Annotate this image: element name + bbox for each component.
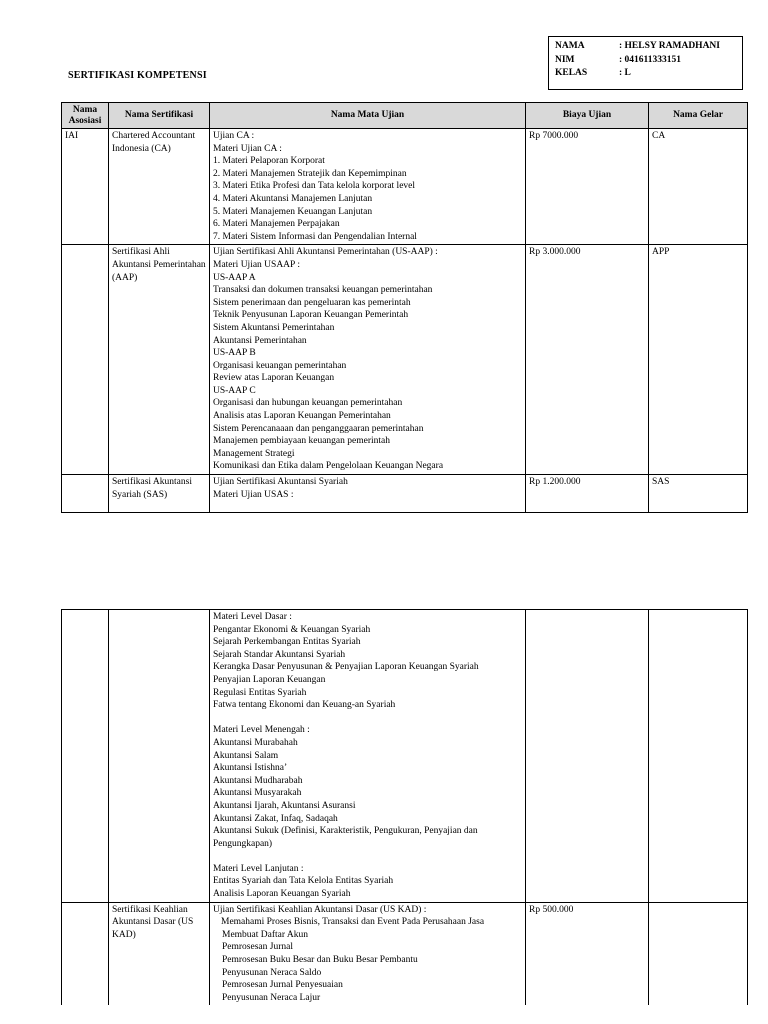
identity-row-kelas: [555, 67, 736, 81]
header-sertifikasi: Nama Sertifikasi: [109, 103, 210, 129]
exam-line: 4. Materi Akuntansi Manajemen Lanjutan: [213, 193, 373, 204]
exam-line: Organisasi dan hubungan keuangan pemerintahan: [213, 398, 403, 409]
exam-line: 1. Materi Pelaporan Korporat: [213, 156, 325, 167]
exam-line: Akuntansi Istishna’: [213, 763, 288, 774]
exam-line: Akuntansi Murabahah: [213, 737, 298, 748]
table-row-aap: [62, 245, 748, 475]
identity-row-nim: [555, 54, 736, 68]
blank-line: [213, 850, 522, 863]
exam-line: Pemrosesan Jurnal: [222, 942, 293, 953]
cell-gelar: [649, 610, 748, 903]
exam-line: Analisis Laporan Keuangan Syariah: [213, 889, 351, 900]
exam-line: Akuntansi Mudharabah: [213, 775, 303, 786]
cell-biaya: Rp 3.000.000: [526, 245, 649, 475]
identity-row-nama: [555, 40, 736, 54]
cell-asosiasi: [62, 902, 109, 1005]
exam-line: Entitas Syariah dan Tata Kelola Entitas Syariah: [213, 876, 394, 887]
cell-gelar: CA: [649, 129, 748, 245]
exam-line: Materi Level Dasar :: [213, 612, 292, 622]
cell-mata-ujian: [210, 902, 526, 1005]
exam-line: Materi Level Lanjutan :: [213, 863, 304, 874]
exam-line: Materi Ujian USAS :: [213, 489, 294, 500]
exam-line: Sistem Perencanaaan dan penganggaaran pemerintahan: [213, 423, 424, 434]
exam-line: Penyajian Laporan Keuangan: [213, 674, 326, 685]
exam-line: Regulasi Entitas Syariah: [213, 687, 307, 698]
exam-line: US-AAP B: [213, 348, 256, 359]
exam-line: Sistem penerimaan dan pengeluaran kas pemerintah: [213, 297, 411, 308]
exam-line: Penyusunan Neraca Lajur: [222, 992, 321, 1003]
nama-label: NAMA: [555, 41, 585, 51]
exam-line: 6. Materi Manajemen Perpajakan: [213, 219, 340, 230]
exam-line: Sejarah Standar Akuntansi Syariah: [213, 649, 346, 660]
exam-line: 7. Materi Sistem Informasi dan Pengendalian Internal: [213, 231, 417, 242]
exam-line: Akuntansi Ijarah, Akuntansi Asuransi: [213, 800, 356, 811]
header-gelar: Nama Gelar: [649, 103, 748, 129]
cell-gelar: [649, 902, 748, 1005]
cell-biaya: [526, 610, 649, 903]
identity-box: [548, 36, 743, 90]
exam-line: Materi Level Menengah :: [213, 725, 310, 736]
table-row-uskad: [62, 902, 748, 1005]
exam-line: 3. Materi Etika Profesi dan Tata kelola korporat level: [213, 181, 416, 192]
cell-biaya: Rp 1.200.000: [526, 475, 649, 513]
table-row-sas: [62, 475, 748, 513]
cell-mata-ujian: [210, 129, 526, 245]
exam-line: Manajemen pembiayaan keuangan pemerintah: [213, 436, 390, 447]
exam-line: Transaksi dan dokumen transaksi keuangan pemerintahan: [213, 285, 433, 296]
exam-line: Pemrosesan Buku Besar dan Buku Besar Pembantu: [222, 955, 418, 966]
exam-line: US-AAP A: [213, 272, 256, 283]
nama-value: : HELSY RAMADHANI: [619, 41, 720, 51]
exam-line: Akuntansi Sukuk (Definisi, Karakteristik, Pengukuran, Penyajian dan Pengungkapan): [213, 826, 478, 849]
blank-line: [213, 712, 522, 725]
exam-line: Fatwa tentang Ekonomi dan Keuang-an Syariah: [213, 700, 396, 711]
table-row-sas-continued: [62, 610, 748, 903]
page-title: SERTIFIKASI KOMPETENSI: [68, 70, 207, 81]
exam-line: Sejarah Perkembangan Entitas Syariah: [213, 637, 361, 648]
exam-line: 5. Materi Manajemen Keuangan Lanjutan: [213, 206, 373, 217]
cell-asosiasi: [62, 610, 109, 903]
cell-sertifikasi: Chartered Accountant Indonesia (CA): [109, 129, 210, 245]
cell-asosiasi: IAI: [62, 129, 109, 245]
exam-line: Akuntansi Pemerintahan: [213, 335, 307, 346]
cell-sertifikasi: [109, 610, 210, 903]
exam-line: Organisasi keuangan pemerintahan: [213, 360, 347, 371]
exam-line: 2. Materi Manajemen Stratejik dan Kepemimpinan: [213, 168, 407, 179]
header-asosiasi: Nama Asosiasi: [62, 103, 109, 129]
exam-line: Memahami Proses Bisnis, Transaksi dan Event Pada Perusahaan Jasa: [221, 917, 485, 928]
cell-gelar: SAS: [649, 475, 748, 513]
exam-line: Ujian Sertifikasi Ahli Akuntansi Pemerintahan (US-AAP) :: [213, 247, 438, 258]
nim-label: NIM: [555, 54, 575, 65]
exam-line: Analisis atas Laporan Keuangan Pemerintahan: [213, 411, 391, 422]
certification-table: [61, 102, 748, 513]
cell-biaya: Rp 7000.000: [526, 129, 649, 245]
exam-line: Akuntansi Salam: [213, 750, 279, 761]
cell-sertifikasi: Sertifikasi Keahlian Akuntansi Dasar (US KAD): [109, 902, 210, 1005]
exam-line: Materi Ujian USAAP :: [213, 259, 300, 270]
certification-table-continued: [61, 609, 748, 1005]
exam-line: Teknik Penyusunan Laporan Keuangan Pemerintah: [213, 310, 409, 321]
cell-gelar: APP: [649, 245, 748, 475]
exam-line: US-AAP C: [213, 385, 256, 396]
cell-biaya: Rp 500.000: [526, 902, 649, 1005]
cell-mata-ujian: [210, 245, 526, 475]
cell-sertifikasi: Sertifikasi Akuntansi Syariah (SAS): [109, 475, 210, 513]
table-header-row: [62, 103, 748, 129]
nim-value: : 041611333151: [619, 54, 682, 65]
kelas-label: KELAS: [555, 68, 588, 78]
exam-line: Komunikasi dan Etika dalam Pengelolaan Keuangan Negara: [213, 461, 444, 472]
exam-line: Ujian CA :: [213, 131, 255, 141]
exam-line: Management Strategi: [213, 448, 295, 459]
exam-line: Akuntansi Musyarakah: [213, 788, 302, 799]
header-biaya: Biaya Ujian: [526, 103, 649, 129]
exam-line: Penyusunan Neraca Saldo: [222, 967, 322, 978]
exam-line: Pengantar Ekonomi & Keuangan Syariah: [213, 624, 371, 635]
exam-line: Kerangka Dasar Penyusunan & Penyajian Laporan Keuangan Syariah: [213, 662, 479, 673]
cell-mata-ujian: [210, 475, 526, 513]
cell-sertifikasi: Sertifikasi Ahli Akuntansi Pemerintahan (AAP): [109, 245, 210, 475]
exam-line: Akuntansi Zakat, Infaq, Sadaqah: [213, 813, 338, 824]
cell-asosiasi: [62, 245, 109, 475]
cell-mata-ujian: [210, 610, 526, 903]
cell-asosiasi: [62, 475, 109, 513]
exam-line: Ujian Sertifikasi Akuntansi Syariah: [213, 477, 348, 488]
kelas-value: : L: [619, 68, 631, 78]
exam-line: Sistem Akuntansi Pemerintahan: [213, 322, 335, 333]
exam-line: Materi Ujian CA :: [213, 143, 282, 154]
exam-line: Review atas Laporan Keuangan: [213, 373, 335, 384]
exam-line: Membuat Daftar Akun: [222, 929, 309, 940]
exam-line: Ujian Sertifikasi Keahlian Akuntansi Dasar (US KAD) :: [213, 904, 427, 915]
header-mata-ujian: Nama Mata Ujian: [210, 103, 526, 129]
exam-line: Pemrosesan Jurnal Penyesuaian: [222, 980, 343, 991]
table-row-ca: [62, 129, 748, 245]
